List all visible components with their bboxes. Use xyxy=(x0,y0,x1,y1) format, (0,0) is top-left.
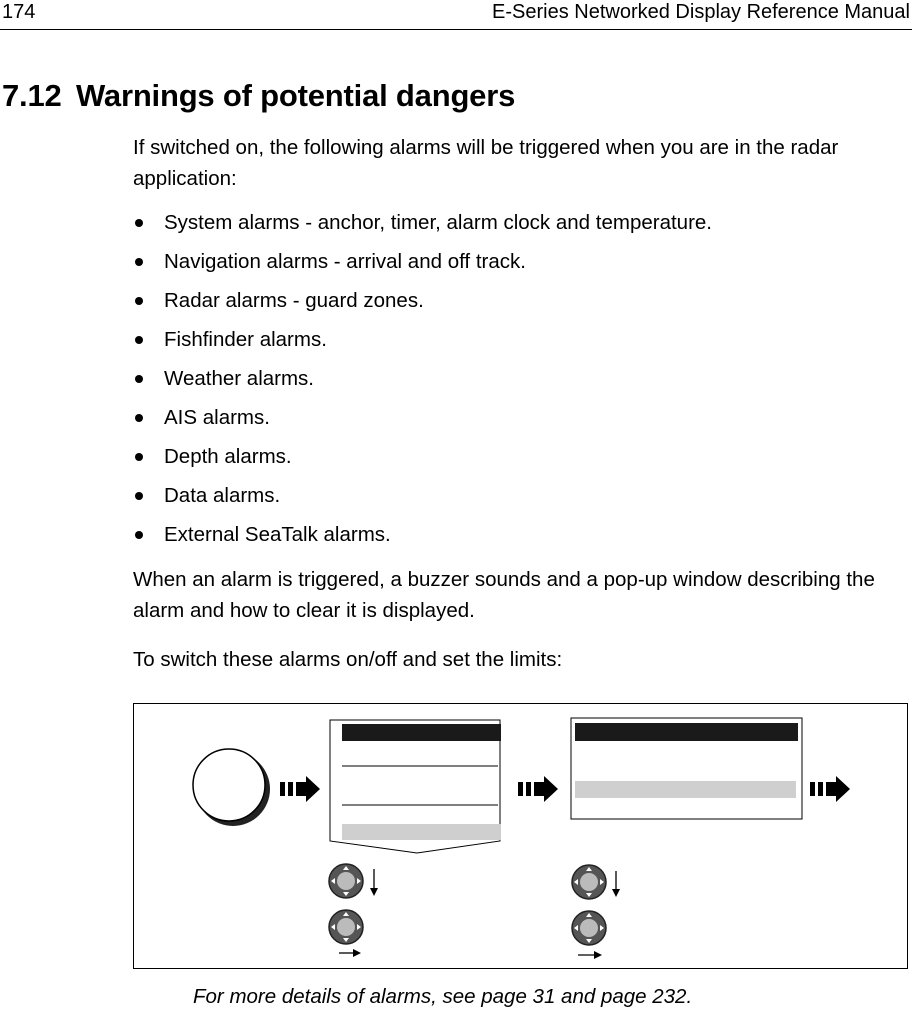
section-title: Warnings of potential dangers xyxy=(76,78,516,113)
arrow-right-icon xyxy=(339,949,361,957)
arrow-icon xyxy=(810,776,850,802)
list-item: External SeaTalk alarms. xyxy=(133,519,712,558)
trackpad-icon xyxy=(329,910,363,944)
trigger-paragraph: When an alarm is triggered, a buzzer sounds and a pop-up window describing the alarm and how to clear it is displayed. xyxy=(133,568,875,622)
list-item: Depth alarms. xyxy=(133,441,712,480)
running-title: E-Series Networked Display Reference Manual xyxy=(492,1,910,23)
list-item: Weather alarms. xyxy=(133,363,712,402)
figure-caption: For more details of alarms, see page 31 and page 232. xyxy=(193,985,693,1008)
alarm-list xyxy=(133,207,712,558)
menu-panel xyxy=(330,720,501,853)
arrow-icon xyxy=(280,776,320,802)
menu-panel xyxy=(571,718,802,819)
page-header xyxy=(0,0,912,30)
procedure-illustration xyxy=(134,704,907,968)
list-item: Fishfinder alarms. xyxy=(133,324,712,363)
instruction-paragraph: To switch these alarms on/off and set the limits: xyxy=(133,648,563,671)
arrow-icon xyxy=(518,776,558,802)
trackpad-icon xyxy=(572,911,606,945)
section-number: 7.12 xyxy=(2,78,62,113)
list-item: Data alarms. xyxy=(133,480,712,519)
list-item: System alarms - anchor, timer, alarm clock and temperature. xyxy=(133,207,712,246)
arrow-down-icon xyxy=(370,869,378,896)
intro-paragraph: If switched on, the following alarms will be triggered when you are in the radar application: xyxy=(133,136,839,190)
page-number: 174 xyxy=(2,1,36,23)
section-heading xyxy=(2,76,515,116)
list-item: Radar alarms - guard zones. xyxy=(133,285,712,324)
list-item: AIS alarms. xyxy=(133,402,712,441)
menu-button-icon xyxy=(193,749,270,826)
trackpad-icon xyxy=(572,865,606,899)
arrow-down-icon xyxy=(612,871,620,897)
list-item: Navigation alarms - arrival and off track. xyxy=(133,246,712,285)
arrow-right-icon xyxy=(578,951,602,959)
trackpad-icon xyxy=(329,864,363,898)
procedure-diagram xyxy=(133,703,908,969)
